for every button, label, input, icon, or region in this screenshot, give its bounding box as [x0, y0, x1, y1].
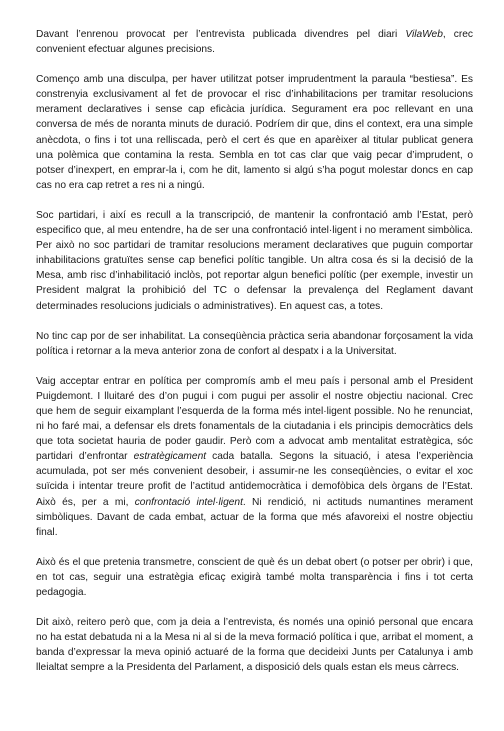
- text-run: Dit això, reitero però que, com ja deia a l’entrevista, és només una opinió personal que encara no ha estat debatuda ni a la Mesa ni al si de la meva formació política i que, arribat el moment, a banda d’expressar la meva opinió actuaré de la forma que decideixi Junts per Catalunya i amb lleialtat sempre a la Presidenta del Parlament, a disposició dels quals estan els meus càrrecs.: [36, 617, 473, 674]
- paragraph-commitment: [36, 374, 473, 540]
- text-run: Això és el que pretenia transmetre, conscient de què és un debat obert (o potser per obrir) i que, en tot cas, seguir una estratègia eficaç exigirà també molta transparència i fins i tot certa pedagogia.: [36, 556, 473, 598]
- italic-term: confrontació intel·ligent: [134, 496, 243, 508]
- paragraph-closing: [36, 615, 473, 675]
- text-run: No tinc cap por de ser inhabilitat. La conseqüència pràctica seria abandonar forçosament la vida política i retornar a la meva anterior zona de confort al despatx i a la Universitat.: [36, 330, 473, 357]
- paragraph-intro: [36, 27, 473, 57]
- paragraph-inhabilitation: [36, 329, 473, 359]
- text-run: Soc partidari, i així es recull a la transcripció, de mantenir la confrontació amb l’Estat, però especifico que, al meu entendre, ha de ser una confrontació intel·ligent i no merament simbòlica. Per això no soc partidari de tramitar resolucions merament declaratives que puguin comportar inhabilitacions gratuïtes sense cap benefici polític tangible. Un altra cosa és si la decisió de la Mesa, amb risc d’inhabilitació inclòs, pot reportar algun benefici polític (per exemple, investir un President malgrat la prohibició del TC o defensar la prevalença del Reglament davant determinades resolucions judicials o administratives). En aquest cas, a totes.: [36, 209, 473, 312]
- text-run: , crec convenient efectuar algunes precisions.: [36, 29, 473, 56]
- italic-term: estratègicament: [133, 451, 207, 463]
- text-run: cada batalla. Segons la situació, i atesa l’experiència acumulada, pot ser més convenient desobeir, i assumir-ne les conseqüències, o evitar el xoc suïcida i intentar treure profit de l’actitud antidemocràtica i demofòbica dels òrgans de l’Estat. Això és, per a mi,: [36, 451, 473, 508]
- text-run: Davant l’enrenou provocat per l’entrevista publicada divendres pel diari: [36, 29, 406, 40]
- text-run: Vaig acceptar entrar en política per compromís amb el meu país i personal amb el President Puigdemont. I lluitaré des d’on pugui i com pugui per assolir el nostre objectiu nacional. Crec que hem de seguir eixamplant l’esquerda de la forma més intel·ligent possible. No he renunciat, ni ho faré mai, a defensar els drets fonamentals de la ciutadania i els principis democràtics dels que tota societat hauria de poder gaudir. Però com a advocat amb mentalitat estratègica, sóc partidari d’enfrontar: [36, 375, 473, 463]
- paragraph-apology: [36, 72, 473, 193]
- paragraph-confrontation: [36, 208, 473, 314]
- paragraph-intent: [36, 555, 473, 600]
- text-run: Començo amb una disculpa, per haver utilitzat potser imprudentment la paraula “bestiesa”. Es constrenyia exclusivament al fet de provocar el risc d’inhabilitacions per tramitar resolucions merament declaratives i sense cap eficàcia jurídica. Segurament era poc rellevant en una conversa de més de noranta minuts de duració. Podríem dir que, dins el context, era una simple anècdota, o fins i tot una relliscada, però el cert és que en aparèixer al titular publicat genera una polèmica que contamina la resta. Sembla en tot cas clar que vaig pecar d’imprudent, o potser d’inexpert, en emprar-la i, com he dit, lamento si algú s’ha pogut molestar doncs en cap cas no era cap retret a res ni a ningú.: [36, 74, 473, 191]
- newspaper-name: VilaWeb: [405, 29, 443, 40]
- document-page: [36, 27, 473, 675]
- text-run: . Ni rendició, ni actituds numantines merament simbòliques. Davant de cada embat, actuar de la forma que més afavoreixi el nostre objectiu final.: [36, 496, 474, 538]
